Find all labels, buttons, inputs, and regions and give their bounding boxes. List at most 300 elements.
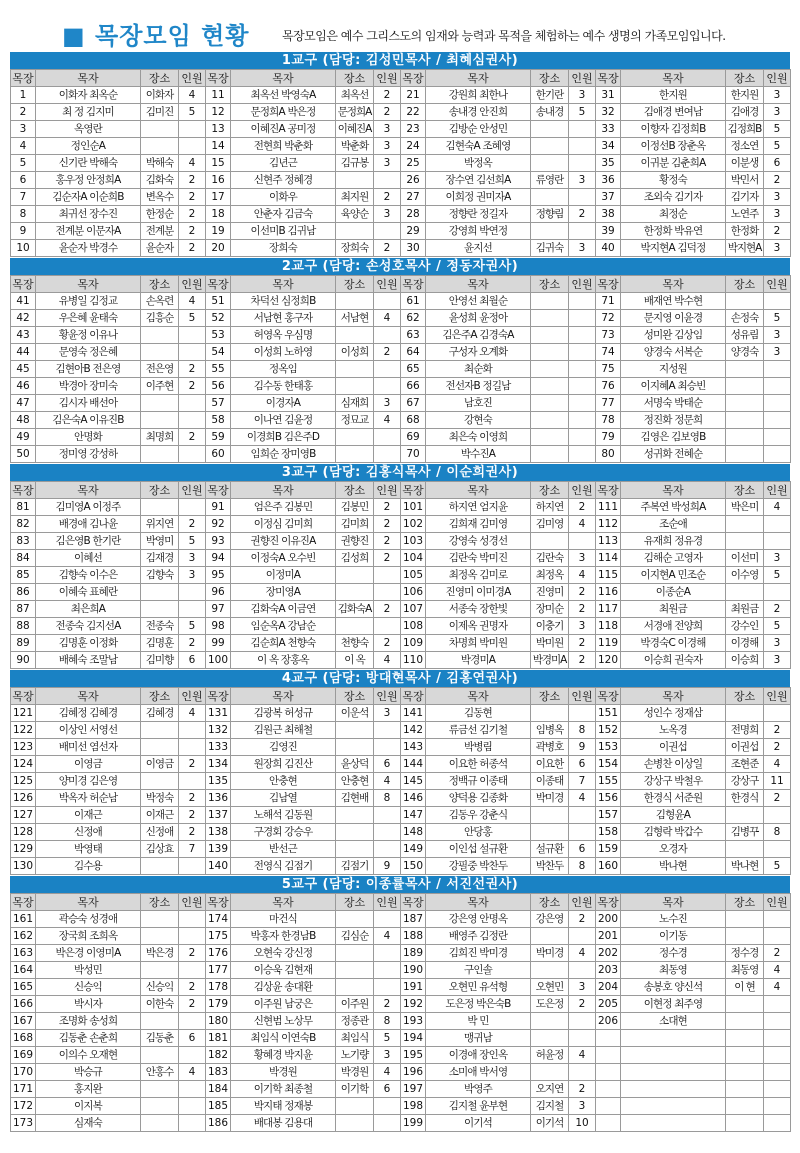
column-header: 목장 (402, 277, 424, 291)
count-cell: 5 (179, 104, 206, 121)
group-number-cell: 10 (11, 240, 36, 257)
leader-cell: 이현정 최주영 (621, 996, 726, 1013)
table-row (11, 635, 791, 652)
location-cell: 문정희A (336, 104, 374, 121)
location-cell: 진영미 (531, 584, 569, 601)
table-row (11, 601, 791, 618)
group-number-cell: 25 (401, 155, 426, 172)
location-cell: 김심순 (336, 928, 374, 945)
location-cell: 박미원 (531, 635, 569, 652)
leader-cell: 배대봉 김용대 (231, 1115, 336, 1132)
location-cell: 최정옥 (531, 567, 569, 584)
column-header: 목자 (426, 688, 531, 705)
location-cell: 이영금 (141, 756, 179, 773)
group-number-cell: 61 (401, 293, 426, 310)
count-cell: 4 (179, 293, 206, 310)
group-number-cell: 174 (206, 911, 231, 928)
column-header: 목장 (12, 689, 34, 703)
count-cell: 3 (764, 189, 791, 206)
count-cell: 2 (374, 104, 401, 121)
location-cell: 이재근 (141, 807, 179, 824)
table-row (11, 773, 791, 790)
leader-cell: 류금선 김기철 (426, 722, 531, 739)
count-cell: 4 (569, 790, 596, 807)
group-number-cell: 118 (596, 618, 621, 635)
leader-cell: 김지철 윤부현 (426, 1098, 531, 1115)
leader-cell: 신현주 정혜경 (231, 172, 336, 189)
district-title: 2교구 (담당: 손성호목사 / 정동자권사) (10, 258, 790, 275)
group-number-cell: 187 (401, 911, 426, 928)
leader-cell: 조외숙 김기자 (621, 189, 726, 206)
group-number-cell: 83 (11, 533, 36, 550)
table-row (11, 911, 791, 928)
leader-cell: 안춘자 김금숙 (231, 206, 336, 223)
location-cell: 손정숙 (726, 310, 764, 327)
group-number-cell: 117 (596, 601, 621, 618)
count-cell: 2 (179, 807, 206, 824)
count-cell: 2 (374, 550, 401, 567)
count-cell (179, 138, 206, 155)
leader-cell: 최원금 (621, 601, 726, 618)
leader-cell: 이 옥 장홍옥 (231, 652, 336, 669)
group-number-cell (596, 1047, 621, 1064)
group-number-cell: 195 (401, 1047, 426, 1064)
leader-cell: 윤성희 윤정아 (426, 310, 531, 327)
group-number-cell: 51 (206, 293, 231, 310)
group-number-cell: 27 (401, 189, 426, 206)
table-row (11, 361, 791, 378)
group-number-cell: 141 (401, 705, 426, 722)
leader-cell: 홍우정 안정희A (36, 172, 141, 189)
leader-cell: 최귀선 장수진 (36, 206, 141, 223)
count-cell (764, 996, 791, 1013)
group-number-cell: 135 (206, 773, 231, 790)
leader-cell: 강상구 박철우 (621, 773, 726, 790)
table-row (11, 104, 791, 121)
location-cell (336, 945, 374, 962)
group-number-cell: 123 (11, 739, 36, 756)
group-number-cell (596, 1098, 621, 1115)
column-header: 장소 (531, 482, 569, 499)
column-header: 목장 (402, 895, 424, 909)
count-cell (569, 395, 596, 412)
location-cell (336, 618, 374, 635)
count-cell: 5 (764, 310, 791, 327)
group-number-cell: 171 (11, 1081, 36, 1098)
leader-cell: 김애경 변여남 (621, 104, 726, 121)
leader-cell: 전현희 박춘화 (231, 138, 336, 155)
count-cell: 9 (374, 858, 401, 875)
group-number-cell: 203 (596, 962, 621, 979)
table-row (11, 121, 791, 138)
leader-cell: 황혜경 박지윤 (231, 1047, 336, 1064)
count-cell: 3 (764, 652, 791, 669)
location-cell: 김규봉 (336, 155, 374, 172)
leader-cell: 이영금 (36, 756, 141, 773)
location-cell: 박찬두 (531, 858, 569, 875)
count-cell (569, 1064, 596, 1081)
location-cell: 이주현 (141, 378, 179, 395)
location-cell: 박춘화 (336, 138, 374, 155)
column-header: 목자 (231, 894, 336, 911)
count-cell: 3 (179, 550, 206, 567)
leader-cell: 이인섭 설규환 (426, 841, 531, 858)
leader-cell: 심재숙 (36, 1115, 141, 1132)
table-row (11, 378, 791, 395)
group-number-cell: 89 (11, 635, 36, 652)
location-cell (141, 344, 179, 361)
leader-cell: 최정순 (621, 206, 726, 223)
leader-cell: 김방순 안성민 (426, 121, 531, 138)
group-number-cell: 106 (401, 584, 426, 601)
group-number-cell: 122 (11, 722, 36, 739)
group-number-cell: 98 (206, 618, 231, 635)
count-cell (569, 962, 596, 979)
leader-cell: 이기동 (621, 928, 726, 945)
count-cell (569, 429, 596, 446)
column-header: 장소 (726, 276, 764, 293)
location-cell (726, 412, 764, 429)
location-cell (336, 172, 374, 189)
location-cell (141, 499, 179, 516)
location-cell: 박민서 (726, 172, 764, 189)
location-cell: 이권섭 (726, 739, 764, 756)
group-number-cell: 48 (11, 412, 36, 429)
count-cell: 2 (374, 996, 401, 1013)
table-row (11, 138, 791, 155)
location-cell (141, 1013, 179, 1030)
leader-cell: 허영옥 우심명 (231, 327, 336, 344)
location-cell (531, 310, 569, 327)
location-cell: 김상효 (141, 841, 179, 858)
group-number-cell: 76 (596, 378, 621, 395)
column-header: 인원 (569, 70, 596, 87)
group-number-cell: 88 (11, 618, 36, 635)
leader-cell: 김수동 한태홍 (231, 378, 336, 395)
group-number-cell: 81 (11, 499, 36, 516)
group-number-cell: 115 (596, 567, 621, 584)
count-cell: 2 (374, 533, 401, 550)
leader-cell: 임희순 장미영B (231, 446, 336, 463)
group-number-cell: 119 (596, 635, 621, 652)
group-number-cell: 136 (206, 790, 231, 807)
leader-cell: 김은주A 김경숙A (426, 327, 531, 344)
group-number-cell: 152 (596, 722, 621, 739)
leader-cell: 황윤정 이유나 (36, 327, 141, 344)
column-header: 인원 (374, 894, 401, 911)
location-cell (531, 344, 569, 361)
location-cell: 이화자 (141, 87, 179, 104)
group-number-cell: 185 (206, 1098, 231, 1115)
count-cell (764, 446, 791, 463)
count-cell (569, 293, 596, 310)
group-number-cell: 31 (596, 87, 621, 104)
column-header: 목자 (426, 894, 531, 911)
leader-cell: 신기란 박해숙 (36, 155, 141, 172)
group-number-cell: 151 (596, 705, 621, 722)
table-row (11, 807, 791, 824)
group-number-cell: 39 (596, 223, 621, 240)
location-cell: 권향진 (336, 533, 374, 550)
leader-cell: 이정심 김미희 (231, 516, 336, 533)
count-cell (374, 841, 401, 858)
column-header: 목장 (597, 277, 619, 291)
count-cell: 2 (569, 911, 596, 928)
leader-cell: 이종순A (621, 584, 726, 601)
table-row (11, 550, 791, 567)
leader-cell: 강영희 박연정 (426, 223, 531, 240)
leader-cell: 신정애 (36, 824, 141, 841)
group-number-cell: 186 (206, 1115, 231, 1132)
leader-cell: 강영숙 성경선 (426, 533, 531, 550)
count-cell (764, 293, 791, 310)
count-cell: 2 (569, 652, 596, 669)
count-cell: 8 (569, 858, 596, 875)
leader-cell: 성인수 정재삼 (621, 705, 726, 722)
leader-cell: 권향진 이유진A (231, 533, 336, 550)
leader-cell: 전종숙 김지선A (36, 618, 141, 635)
column-header: 목자 (426, 276, 531, 293)
location-cell (531, 293, 569, 310)
column-header: 목장 (12, 483, 34, 497)
leader-cell: 최임식 이연숙B (231, 1030, 336, 1047)
location-cell (531, 533, 569, 550)
count-cell: 3 (569, 172, 596, 189)
column-header: 목장 (402, 689, 424, 703)
group-number-cell: 177 (206, 962, 231, 979)
group-number-cell: 1 (11, 87, 36, 104)
leader-cell: 이승욱 김현재 (231, 962, 336, 979)
leader-cell: 이화우 (231, 189, 336, 206)
location-cell (141, 1098, 179, 1115)
column-header: 목자 (36, 688, 141, 705)
location-cell: 이기학 (336, 1081, 374, 1098)
group-number-cell: 113 (596, 533, 621, 550)
leader-cell: 이기석 (426, 1115, 531, 1132)
count-cell: 4 (569, 1047, 596, 1064)
group-number-cell: 188 (401, 928, 426, 945)
location-cell (336, 293, 374, 310)
column-header: 장소 (726, 70, 764, 87)
leader-cell: 구인솔 (426, 962, 531, 979)
leader-cell: 안명화 (36, 429, 141, 446)
column-header: 장소 (531, 688, 569, 705)
leader-cell: 이화자 최옥순 (36, 87, 141, 104)
column-header: 인원 (179, 482, 206, 499)
leader-cell: 최 정 김지미 (36, 104, 141, 121)
leader-cell: 강필중 박찬두 (426, 858, 531, 875)
location-cell: 이충기 (531, 618, 569, 635)
leader-cell: 박옥자 허순남 (36, 790, 141, 807)
leader-cell: 구성자 오계화 (426, 344, 531, 361)
location-cell (726, 429, 764, 446)
count-cell (179, 1098, 206, 1115)
group-number-cell: 35 (596, 155, 621, 172)
group-number-cell (596, 1064, 621, 1081)
count-cell: 3 (374, 155, 401, 172)
count-cell (374, 567, 401, 584)
group-number-cell: 161 (11, 911, 36, 928)
location-cell (141, 928, 179, 945)
leader-cell: 최은희A (36, 601, 141, 618)
leader-cell: 이권섭 (621, 739, 726, 756)
group-number-cell: 68 (401, 412, 426, 429)
location-cell (336, 327, 374, 344)
count-cell: 3 (764, 104, 791, 121)
group-number-cell: 64 (401, 344, 426, 361)
location-cell: 이요한 (531, 756, 569, 773)
leader-cell: 이지혜A 최승빈 (621, 378, 726, 395)
location-cell: 김점기 (336, 858, 374, 875)
leader-cell: 최은숙 이영희 (426, 429, 531, 446)
table-header-row (11, 276, 791, 293)
table-row (11, 412, 791, 429)
count-cell (764, 705, 791, 722)
group-number-cell: 75 (596, 361, 621, 378)
group-number-cell: 42 (11, 310, 36, 327)
group-number-cell: 24 (401, 138, 426, 155)
district-title: 3교구 (담당: 김홍식목사 / 이순희권사) (10, 464, 790, 481)
location-cell (336, 841, 374, 858)
table-header-row (11, 688, 791, 705)
group-number-cell: 142 (401, 722, 426, 739)
leader-cell: 이경자A (231, 395, 336, 412)
count-cell (569, 155, 596, 172)
group-number-cell: 53 (206, 327, 231, 344)
group-number-cell: 79 (596, 429, 621, 446)
group-number-cell: 108 (401, 618, 426, 635)
count-cell: 10 (569, 1115, 596, 1132)
column-header: 장소 (336, 70, 374, 87)
column-header: 목장 (207, 483, 229, 497)
leader-cell: 이재근 (36, 807, 141, 824)
table-row (11, 344, 791, 361)
leader-cell: 정옥임 (231, 361, 336, 378)
leader-cell: 김희진 박미경 (426, 945, 531, 962)
location-cell: 도은정 (531, 996, 569, 1013)
column-header: 목장 (402, 483, 424, 497)
count-cell: 2 (179, 756, 206, 773)
group-number-cell: 93 (206, 533, 231, 550)
count-cell: 2 (179, 516, 206, 533)
count-cell (764, 584, 791, 601)
count-cell: 4 (764, 499, 791, 516)
leader-cell: 윤순자 박경수 (36, 240, 141, 257)
leader-cell: 최옥선 박영숙A (231, 87, 336, 104)
table-row (11, 722, 791, 739)
location-cell (726, 446, 764, 463)
count-cell (764, 807, 791, 824)
count-cell: 2 (179, 378, 206, 395)
location-cell: 장희숙 (336, 240, 374, 257)
table-header-row (11, 482, 791, 499)
leader-cell (621, 1064, 726, 1081)
count-cell (374, 824, 401, 841)
group-number-cell: 172 (11, 1098, 36, 1115)
location-cell: 김귀숙 (531, 240, 569, 257)
count-cell: 4 (374, 773, 401, 790)
count-cell (179, 121, 206, 138)
leader-cell: 안당홍 (426, 824, 531, 841)
leader-cell: 서종숙 장한빛 (426, 601, 531, 618)
group-number-cell: 32 (596, 104, 621, 121)
group-number-cell: 191 (401, 979, 426, 996)
count-cell (179, 1047, 206, 1064)
column-header: 목자 (231, 482, 336, 499)
count-cell: 2 (179, 206, 206, 223)
leader-cell: 조순애 (621, 516, 726, 533)
column-header: 목자 (36, 894, 141, 911)
leader-cell: 이정선B 장춘옥 (621, 138, 726, 155)
leader-cell: 김광복 허성규 (231, 705, 336, 722)
column-header: 인원 (569, 688, 596, 705)
group-number-cell: 102 (401, 516, 426, 533)
count-cell (374, 223, 401, 240)
location-cell: 김성희 (336, 550, 374, 567)
group-number-cell: 144 (401, 756, 426, 773)
table-row (11, 928, 791, 945)
leader-cell: 김혜정 김혜경 (36, 705, 141, 722)
group-number-cell: 56 (206, 378, 231, 395)
district-table (10, 687, 791, 875)
leader-cell: 전계분 이문자A (36, 223, 141, 240)
table-row (11, 223, 791, 240)
table-row (11, 240, 791, 257)
count-cell (569, 327, 596, 344)
group-number-cell: 16 (206, 172, 231, 189)
location-cell: 안홍수 (141, 1064, 179, 1081)
leader-cell: 강원희 최한나 (426, 87, 531, 104)
group-number-cell: 101 (401, 499, 426, 516)
leader-cell: 김동우 강춘식 (426, 807, 531, 824)
column-header: 목자 (621, 894, 726, 911)
group-number-cell: 28 (401, 206, 426, 223)
count-cell (569, 705, 596, 722)
count-cell (764, 533, 791, 550)
count-cell: 4 (179, 87, 206, 104)
location-cell (531, 446, 569, 463)
leader-cell: 김영진 (231, 739, 336, 756)
count-cell: 3 (374, 395, 401, 412)
leader-cell: 이주원 남궁은 (231, 996, 336, 1013)
location-cell (141, 327, 179, 344)
count-cell: 5 (764, 858, 791, 875)
location-cell: 김향숙 (141, 567, 179, 584)
location-cell: 이선미 (726, 550, 764, 567)
location-cell: 김현배 (336, 790, 374, 807)
count-cell (179, 1115, 206, 1132)
leader-cell: 송내경 안진희 (426, 104, 531, 121)
group-number-cell: 179 (206, 996, 231, 1013)
location-cell (141, 601, 179, 618)
column-header: 목장 (12, 277, 34, 291)
location-cell: 심재희 (336, 395, 374, 412)
location-cell (336, 722, 374, 739)
group-number-cell (596, 1081, 621, 1098)
group-number-cell: 97 (206, 601, 231, 618)
table-row (11, 962, 791, 979)
location-cell: 김미희 (336, 516, 374, 533)
count-cell: 7 (569, 773, 596, 790)
group-number-cell: 165 (11, 979, 36, 996)
count-cell: 2 (179, 189, 206, 206)
count-cell (179, 499, 206, 516)
leader-cell: 최정옥 김미로 (426, 567, 531, 584)
count-cell: 2 (179, 635, 206, 652)
count-cell: 8 (374, 1013, 401, 1030)
location-cell: 김동춘 (141, 1030, 179, 1047)
column-header: 인원 (764, 482, 791, 499)
